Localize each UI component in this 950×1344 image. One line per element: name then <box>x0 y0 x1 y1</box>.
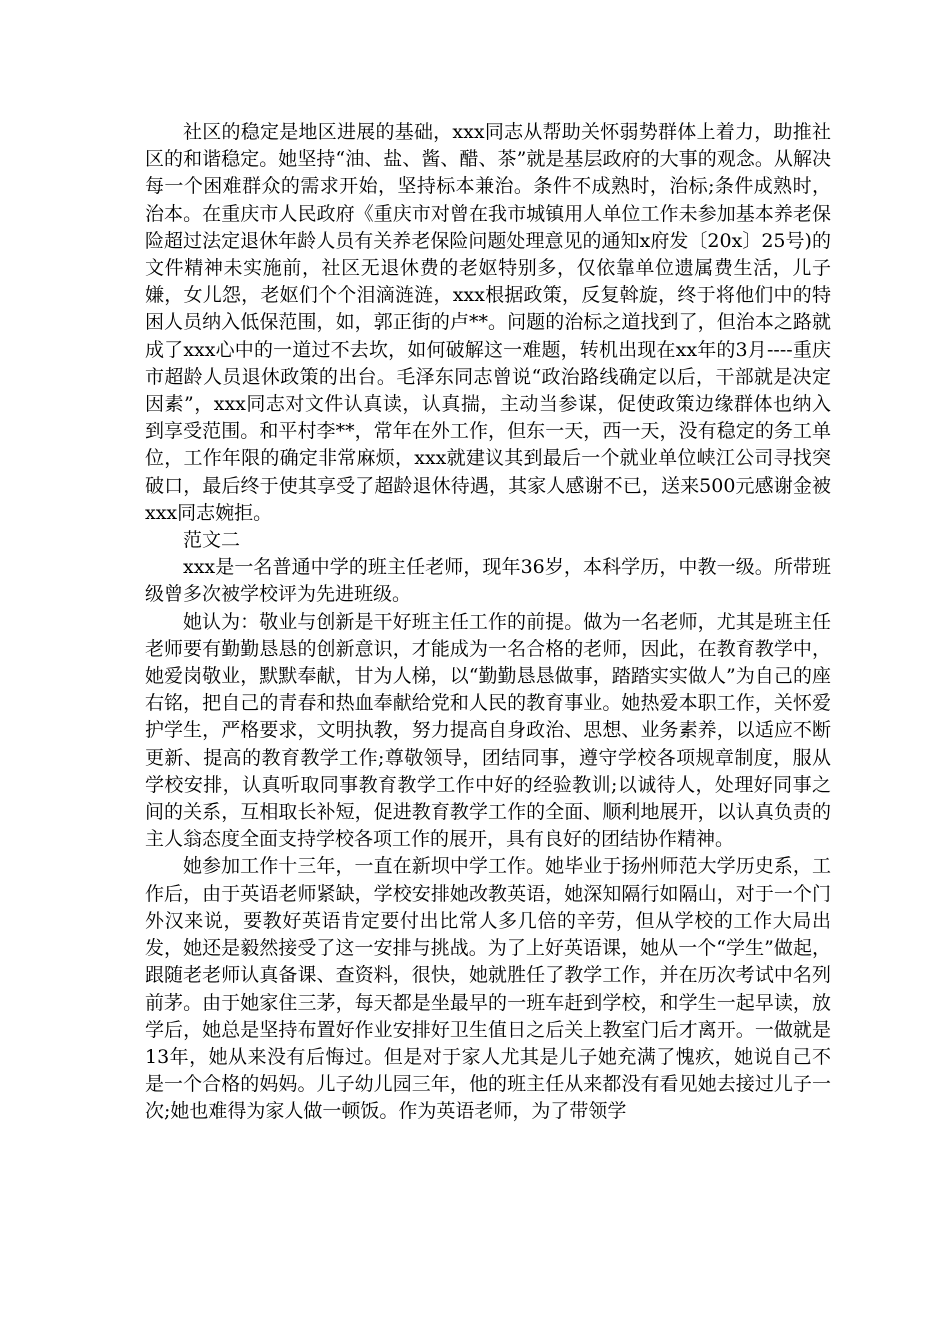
paragraph-teacher-intro: xxx是一名普通中学的班主任老师，现年36岁，本科学历，中教一级。所带班级曾多次被学校评为先进班级。 <box>145 556 831 606</box>
section-heading-sample-two: 范文二 <box>183 529 241 552</box>
document-page <box>145 119 831 1126</box>
paragraph-dedication-innovation: 她认为：敬业与创新是干好班主任工作的前提。做为一名老师，尤其是班主任老师要有勤勤恳恳的创新意识，才能成为一名合格的老师，因此，在教育教学中，她爱岗敬业，默默奉献，甘为人梯，以“勤勤恳恳做事，踏踏实实做人”为自己的座右铭，把自己的青春和热血奉献给党和人民的教育事业。她热爱本职工作，关怀爱护学生，严格要求，文明执教，努力提高自身政治、思想、业务素养，以适应不断更新、提高的教育教学工作;尊敬领导，团结同事，遵守学校各项规章制度，服从学校安排，认真听取同事教育教学工作中好的经验教训;以诚待人，处理好同事之间的关系，互相取长补短，促进教育教学工作的全面、顺利地展开，以认真负责的主人翁态度全面支持学校各项工作的展开，具有良好的团结协作精神。 <box>145 610 831 851</box>
paragraph-community-stability: 社区的稳定是地区进展的基础，xxx同志从帮助关怀弱势群体上着力，助推社区的和谐稳定。她坚持“油、盐、酱、醋、茶”就是基层政府的大事的观念。从解决每一个困难群众的需求开始，坚持标本兼治。条件不成熟时，治标;条件成熟时，治本。在重庆市人民政府《重庆市对曾在我市城镇用人单位工作未参加基本养老保险超过法定退休年龄人员有关养老保险问题处理意见的通知x府发〔20x〕25号)的文件精神未实施前，社区无退休费的老妪特别多，仅依靠单位遗属费生活，儿子嫌，女儿怨，老妪们个个泪滴涟涟，xxx根据政策，反复斡旋，终于将他们中的特困人员纳入低保范围，如，郭正街的卢**。问题的治标之道找到了，但治本之路就成了xxx心中的一道过不去坎，如何破解这一难题，转机出现在xx年的3月----重庆市超龄人员退休政策的出台。毛泽东同志曾说“政治路线确定以后，干部就是决定因素”，xxx同志对文件认真读，认真揣，主动当参谋，促使政策边缘群体也纳入到享受范围。和平村李**，常年在外工作，但东一天，西一天，没有稳定的务工单位，工作年限的确定非常麻烦，xxx就建议其到最后一个就业单位峡江公司寻找突破口，最后终于使其享受了超龄退休待遇，其家人感谢不已，送来500元感谢金被xxx同志婉拒。 <box>145 121 831 524</box>
paragraph-thirteen-years: 她参加工作十三年，一直在新坝中学工作。她毕业于扬州师范大学历史系，工作后，由于英语老师紧缺，学校安排她改教英语，她深知隔行如隔山，对于一个门外汉来说，要教好英语肯定要付出比常人多几倍的辛劳，但从学校的工作大局出发，她还是毅然接受了这一安排与挑战。为了上好英语课，她从一个“学生”做起，跟随老老师认真备课、查资料，很快，她就胜任了教学工作，并在历次考试中名列前茅。由于她家住三茅，每天都是坐最早的一班车赶到学校，和学生一起早读，放学后，她总是坚持布置好作业安排好卫生值日之后关上教室门后才离开。一做就是13年，她从来没有后悔过。但是对于家人尤其是儿子她充满了愧疚，她说自己不是一个合格的妈妈。儿子幼儿园三年，他的班主任从来都没有看见她去接过儿子一次;她也难得为家人做一顿饭。作为英语老师，为了带领学 <box>145 855 831 1123</box>
